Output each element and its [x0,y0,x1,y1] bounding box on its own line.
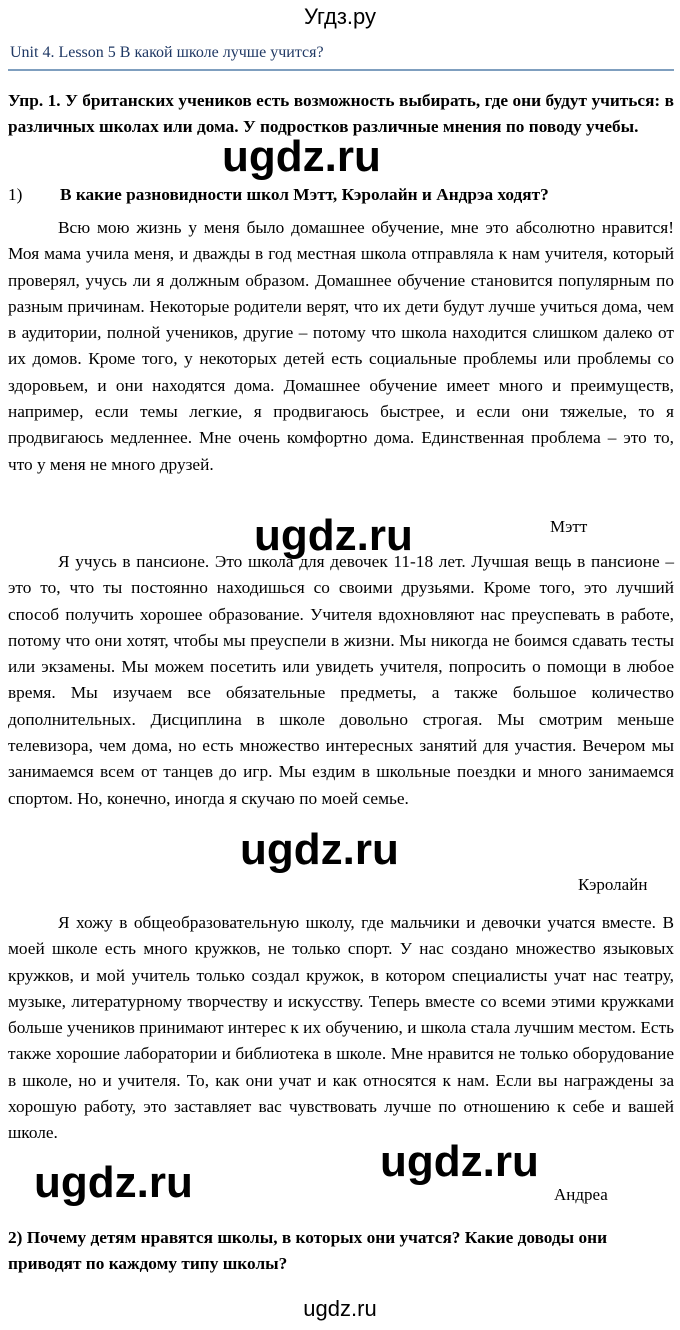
question-1-number: 1) [8,185,23,204]
author-matt: Мэтт [550,517,588,536]
text-caroline: Я учусь в пансионе. Это школа для девочек 11-18 лет. Лучшая вещь в пансионе – это то, что ты постоянно находишься со своими друзьями. Кроме того, это лучший способ получить хорошее образование. Учителя вдохновляют нас преуспевать в работе, потому что они хотят, чтобы мы преуспели в жизни. Мы никогда не боимся сдавать тесты или экзамены. Мы можем посетить или увидеть учителя, попросить о помощи в любое время. Мы изучаем все обязательные предметы, а также большое количество дополнительных. Дисциплина в школе довольно строгая. Мы смотрим меньше телевизора, чем дома, но есть множество интересных занятий для участия. Вечером мы занимаемся всем от танцев до игр. Мы ездим в школьные поездки и много занимаемся спортом. Но, конечно, иногда я скучаю по моей семье. [8,552,674,808]
text-matt: Всю мою жизнь у меня было домашнее обучение, мне это абсолютно нравится! Моя мама учила меня, и дважды в год местная школа отправляла к нам учителя, который проверял, учусь ли я должным образом. Домашнее обучение становится популярным по разным причинам. Некоторые родители верят, что их дети будут лучше учиться дома, чем в аудитории, полной учеников, другие – потому что школа находится слишком далеко от их домов. Кроме того, у некоторых детей есть социальные проблемы или проблемы со здоровьем, и они находятся дома. Домашнее обучение имеет много и преимуществ, например, если темы легкие, я продвигаюсь быстрее, и если они тяжелые, то я продвигаюсь медленнее. Мне очень комфортно дома. Единственная проблема – это то, что у меня не много друзей. [8,218,674,474]
lesson-header: Unit 4. Lesson 5 В какой школе лучше учится? [10,44,324,61]
watermark-logo: ugdz.ru [34,1158,193,1207]
question-1-text: В какие разновидности школ Мэтт, Кэролайн и Андрэа ходят? [60,185,549,204]
header-divider [8,69,674,71]
watermark-logo: ugdz.ru [222,132,381,181]
question-1 [8,182,674,208]
question-2: 2) Почему детям нравятся школы, в которых они учатся? Какие доводы они приводят по каждому типу школы? [8,1228,608,1274]
task-instruction: Упр. 1. У британских учеников есть возможность выбирать, где они будут учиться: в различных школах или дома. У подростков различные мнения по поводу учебы. [8,91,674,137]
watermark-logo: ugdz.ru [380,1137,539,1186]
watermark-logo: ugdz.ru [254,511,413,560]
site-watermark-bottom: ugdz.ru [303,1296,377,1321]
watermark-logo: ugdz.ru [240,825,399,874]
author-andrea: Андреа [554,1185,608,1204]
author-caroline: Кэролайн [578,875,648,894]
text-andrea: Я хожу в общеобразовательную школу, где мальчики и девочки учатся вместе. В моей школе есть много кружков, не только спорт. У нас создано множество языковых кружков, и мой учитель только создал кружок, в котором специалисты учат нас театру, музыке, литературному творчеству и искусству. Теперь вместе со всеми этими кружками больше учеников принимают интерес к их обучению, и школа стала лучшим местом. Есть также хорошие лаборатории и библиотека в школе. Мне нравится не только оборудование в школе, но и учителя. То, как они учат и как относятся к нам. Если вы награждены за хорошую работу, это заставляет вас чувствовать лучше по отношению к себе и вашей школе. [8,913,674,1143]
site-watermark-top: Угдз.ру [303,4,377,29]
